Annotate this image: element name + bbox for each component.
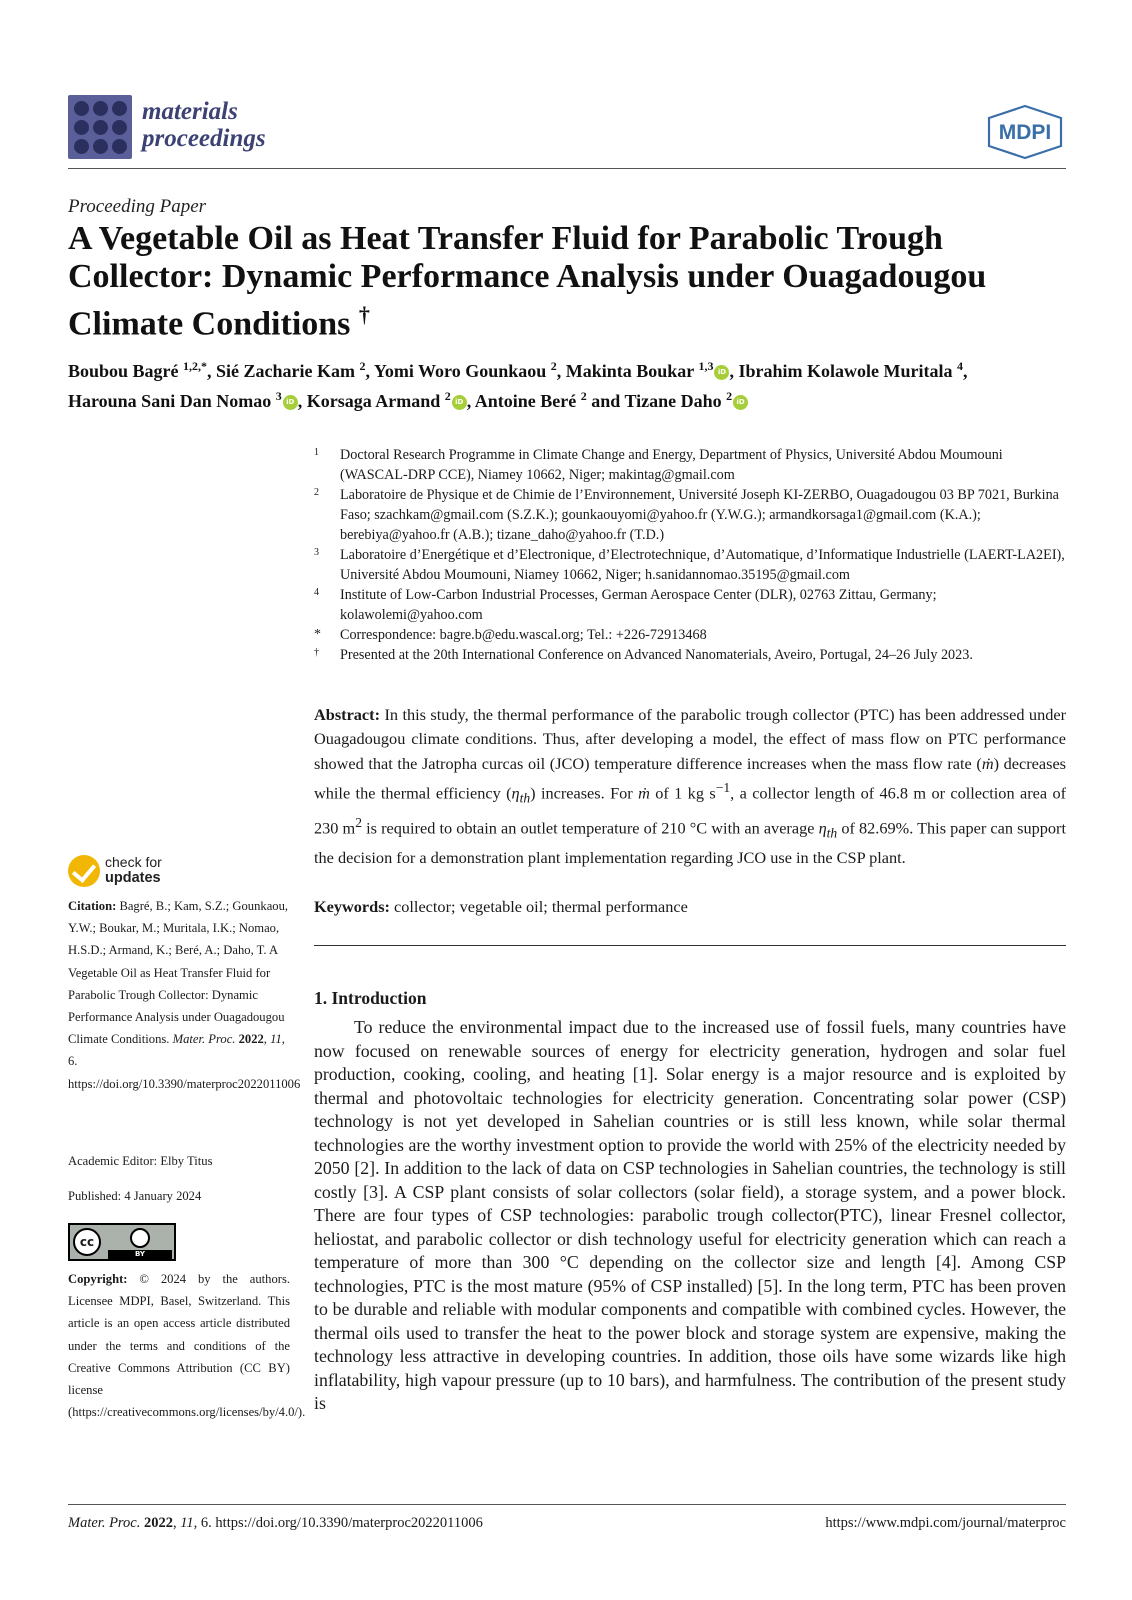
mdpi-logo-text: MDPI xyxy=(998,121,1052,144)
orcid-icon[interactable]: iD xyxy=(452,395,467,410)
author-affiliation-sup: 2 xyxy=(550,359,557,373)
author-name[interactable]: Korsaga Armand xyxy=(306,391,441,411)
keywords-label: Keywords: xyxy=(314,897,390,916)
author-affiliation-sup: 2 xyxy=(580,389,587,403)
footer-journal: Mater. Proc. xyxy=(68,1515,141,1531)
author-name[interactable]: Yomi Woro Gounkaou xyxy=(373,361,547,381)
mass-flow-symbol: ṁ xyxy=(638,783,650,803)
citation-block: Citation: Bagré, B.; Kam, S.Z.; Gounkaou, Y.W.; Boukar, M.; Muritala, I.K.; Nomao, H.S.D.; Armand, K.; Beré, A.; Daho, T. A Vegetable Oil as Heat Transfer Fluid for Parabolic Trough Collector: Dynamic Performance Analysis under Ouagadougou Climate Conditions. Mater. Proc. 2022, 11, 6. https://doi.org/10.3390/materproc2022011006 xyxy=(68,899,301,1091)
affiliation-mark: † xyxy=(314,647,319,658)
affiliation-item xyxy=(314,485,1074,545)
cc-icon: cc xyxy=(73,1228,101,1256)
copyright-text: © 2024 by the authors. Licensee MDPI, Basel, Switzerland. This article is an open access article distributed under the terms and conditions of the Creative Commons Attribution (CC BY) license (https://creativecommons.org/licenses/by/4.0/). xyxy=(68,1272,306,1420)
affiliation-text: Laboratoire de Physique et de Chimie de l’Environnement, Université Joseph KI-ZERBO, Ouagadougou 03 BP 7021, Burkina Faso; szachkam@gmail.com (S.Z.K.); gounkaouyomi@yahoo.fr (Y.W.G.); armandkorsaga1@gmail.com (K.A.); berebiya@yahoo.fr (A.B.); tizane_daho@yahoo.fr (T.D.) xyxy=(340,487,1059,543)
author-name[interactable]: Makinta Boukar xyxy=(565,361,694,381)
footer-divider xyxy=(68,1504,1066,1505)
abstract-text-part: , a collector length of 46.8 m or collection area of 230 m xyxy=(314,783,1067,838)
exponent: 2 xyxy=(355,815,362,831)
journal-name xyxy=(142,98,266,152)
citation-doi[interactable]: , 6. https://doi.org/10.3390/materproc2022011006 xyxy=(68,1032,301,1091)
author-affiliation-sup: 3 xyxy=(275,389,282,403)
journal-name-line2: proceedings xyxy=(142,125,266,152)
attribution-person-icon xyxy=(130,1228,150,1248)
exponent: −1 xyxy=(715,780,731,796)
citation-label: Citation: xyxy=(68,899,117,913)
citation-journal: Mater. Proc. xyxy=(172,1032,236,1047)
orcid-icon[interactable]: iD xyxy=(733,395,748,410)
affiliation-item xyxy=(314,645,1074,665)
keywords xyxy=(314,895,1066,919)
affiliation-text: Doctoral Research Programme in Climate Change and Energy, Department of Physics, Université Abdou Moumouni (WASCAL-DRP CCE), Niamey 10662, Niger; makintag@gmail.com xyxy=(340,447,1003,483)
affiliation-mark: * xyxy=(314,627,321,642)
logo-dot xyxy=(93,101,108,116)
abstract xyxy=(314,703,1066,871)
author-affiliation-sup: 2 xyxy=(726,389,733,403)
affiliations xyxy=(314,445,1074,665)
logo-dot xyxy=(93,139,108,154)
copyright-label: Copyright: xyxy=(68,1272,128,1286)
abstract-text-part: ) decreases while the thermal efficiency ( xyxy=(314,753,1067,803)
check-icon xyxy=(68,855,100,887)
abstract-text-part: In this study, the thermal performance of the parabolic trough collector (PTC) has been addressed under Ouagadougou climate conditions. Thus, after developing a model, the effect of mass flow on PTC performance showed that the Jatropha curcas oil (JCO) temperature difference increases when the mass flow rate ( xyxy=(314,705,1066,773)
abstract-divider xyxy=(314,945,1066,946)
cc-by-label: BY xyxy=(108,1250,172,1259)
logo-dot xyxy=(112,101,127,116)
author-name[interactable]: Tizane Daho xyxy=(624,391,722,411)
author-list: Boubou Bagré $^{1,2,*}$, Sié Zacharie Kam $^2$, Yomi Woro Gounkaou $^2$, Makinta Boukar $^{1,3}$ iD , Ibrahim Kolawole Muritala $^4$, Harouna Sani Dan Nomao $^3$ iD , Korsaga Armand $^2$ iD , Antoine Beré $^2$ and Tizane Daho $^2$ iD xyxy=(68,359,968,411)
efficiency-symbol: η xyxy=(818,818,827,838)
introduction-paragraph: To reduce the environmental impact due to the increased use of fossil fuels, many countries have now focused on renewable sources of energy for electricity generation, hydrogen and solar fuel production, cooking, cooling, and heating [1]. Solar energy is a major resource and is exploited by thermal and photovoltaic technologies for electricity generation. Concentrating solar power (CSP) technology is not yet developed in Sahelian countries or is still less known, while solar thermal technologies are the worthy investment option to provide the world with 25% of the electricity needed by 2050 [2]. In addition to the lack of data on CSP technologies in Sahelian countries, the technology is still costly [3]. A CSP plant consists of solar collectors (solar field), a storage system, and a power block. There are four types of CSP technologies: parabolic trough collector(PTC), linear Fresnel collector, heliostat, and parabolic collector or dish technology useful for electricity generation which can reach a temperature of more than 300 °C depending on the collector size and length [4]. Among CSP technologies, PTC is the most mature (95% of CSP installed) [5]. In the long term, PTC has been proven to be durable and reliable with modular components and compatible with combined cycles. However, the thermal oils used to transfer the heat to the power block and storage system are expensive, making the technology less attractive in developing countries. In addition, those oils have some wizards like high inflatability, high vapour pressure (up to 10 bars), and harmfulness. The contribution of the present study is xyxy=(314,1017,1066,1413)
abstract-text-part: is required to obtain an outlet temperature of 210 °C with an average xyxy=(362,818,819,838)
affiliation-item xyxy=(314,585,1074,625)
author-affiliation-sup: 1,3 xyxy=(698,359,714,373)
mdpi-logo xyxy=(985,104,1065,160)
abstract-text-part: of 82.69%. This paper can support the decision for a demonstration plant implementation regarding JCO use in the CSP plant. xyxy=(314,818,1066,868)
footer-doi[interactable]: , 6. https://doi.org/10.3390/materproc2022011006 xyxy=(193,1515,483,1531)
abstract-text-part: of 1 kg s xyxy=(649,783,716,803)
logo-dot xyxy=(112,139,127,154)
efficiency-subscript: th xyxy=(826,825,838,841)
check-for-updates-badge[interactable] xyxy=(68,855,208,891)
author-name[interactable]: Antoine Beré xyxy=(474,391,577,411)
footer-year: 2022 xyxy=(143,1515,173,1531)
affiliation-mark: 3 xyxy=(314,547,319,558)
article-type: Proceeding Paper xyxy=(68,196,207,217)
title-text: A Vegetable Oil as Heat Transfer Fluid for Parabolic Trough Collector: Dynamic Performance Analysis under Ouagadougou Climate Conditions xyxy=(68,220,987,343)
affiliation-text: Presented at the 20th International Conference on Advanced Nanomaterials, Aveiro, Portugal, 24–26 July 2023. xyxy=(340,647,973,663)
author-affiliation-sup: 1,2,* xyxy=(183,359,208,373)
abstract-text-part: ) increases. For xyxy=(530,783,639,803)
author-affiliation-sup: 2 xyxy=(444,389,451,403)
logo-dot xyxy=(74,101,89,116)
affiliation-text: Institute of Low-Carbon Industrial Processes, German Aerospace Center (DLR), 02763 Zittau, Germany; kolawolemi@yahoo.com xyxy=(340,587,937,623)
affiliation-item xyxy=(314,625,1074,645)
logo-dot xyxy=(93,120,108,135)
orcid-icon[interactable]: iD xyxy=(283,395,298,410)
author-name[interactable]: Sié Zacharie Kam xyxy=(216,361,356,381)
orcid-icon[interactable]: iD xyxy=(714,365,729,380)
check-updates-line2: updates xyxy=(105,870,161,886)
footer-volume: 11 xyxy=(180,1515,194,1531)
affiliation-mark: 4 xyxy=(314,587,319,598)
abstract-label: Abstract: xyxy=(314,705,381,724)
check-updates-text xyxy=(105,855,162,886)
citation-year: 2022 xyxy=(238,1032,264,1047)
logo-dot xyxy=(74,120,89,135)
affiliation-item xyxy=(314,545,1074,585)
logo-dot xyxy=(112,120,127,135)
efficiency-subscript: th xyxy=(519,790,531,806)
author-affiliation-sup: 2 xyxy=(359,359,366,373)
affiliation-mark: 2 xyxy=(314,487,319,498)
section-heading-introduction: 1. Introduction xyxy=(314,988,427,1008)
footer-journal-url[interactable]: https://www.mdpi.com/journal/materproc xyxy=(825,1515,1066,1531)
logo-dot xyxy=(74,139,89,154)
author-name[interactable]: Harouna Sani Dan Nomao xyxy=(68,391,272,411)
footer-citation: Mater. Proc. 2022, 11, 6. https://doi.org/10.3390/materproc2022011006 xyxy=(68,1515,483,1531)
article-title xyxy=(68,220,1068,343)
efficiency-symbol: η xyxy=(511,783,520,803)
checkmark-shape xyxy=(72,858,96,883)
affiliation-mark: 1 xyxy=(314,447,319,458)
affiliation-text: Laboratoire d’Energétique et d’Electronique, d’Electrotechnique, d’Automatique, d’Informatique Industrielle (LAERT-LA2EI), Université Abdou Moumouni, Niamey 10662, Niger; h.sanidannomao.35195@gmail.com xyxy=(340,547,1065,583)
author-name[interactable]: Ibrahim Kolawole Muritala xyxy=(738,361,953,381)
journal-name-line1: materials xyxy=(142,98,238,125)
citation-volume: 11 xyxy=(270,1032,282,1047)
cc-by-license-badge[interactable] xyxy=(68,1223,176,1261)
keywords-text: collector; vegetable oil; thermal performance xyxy=(394,897,688,916)
author-affiliation-sup: 4 xyxy=(956,359,963,373)
affiliation-text: Correspondence: bagre.b@edu.wascal.org; Tel.: +226-72913468 xyxy=(340,627,707,643)
published-date: Published: 4 January 2024 xyxy=(68,1189,202,1203)
author-name[interactable]: Boubou Bagré xyxy=(68,361,179,381)
copyright-notice xyxy=(68,1268,306,1423)
journal-logo xyxy=(68,95,132,159)
academic-editor: Academic Editor: Elby Titus xyxy=(68,1154,213,1168)
check-updates-line1: check for xyxy=(105,854,162,870)
header-divider xyxy=(68,168,1066,169)
citation-text: Bagré, B.; Kam, S.Z.; Gounkaou, Y.W.; Boukar, M.; Muritala, I.K.; Nomao, H.S.D.; Armand, K.; Beré, A.; Daho, T. A Vegetable Oil as Heat Transfer Fluid for Parabolic Trough Collector: Dynamic Performance Analysis under Ouagadougou Climate Conditions. xyxy=(68,899,289,1047)
title-footnote-mark: † xyxy=(358,302,370,327)
mass-flow-symbol: ṁ xyxy=(981,753,994,773)
affiliation-item xyxy=(314,445,1074,485)
